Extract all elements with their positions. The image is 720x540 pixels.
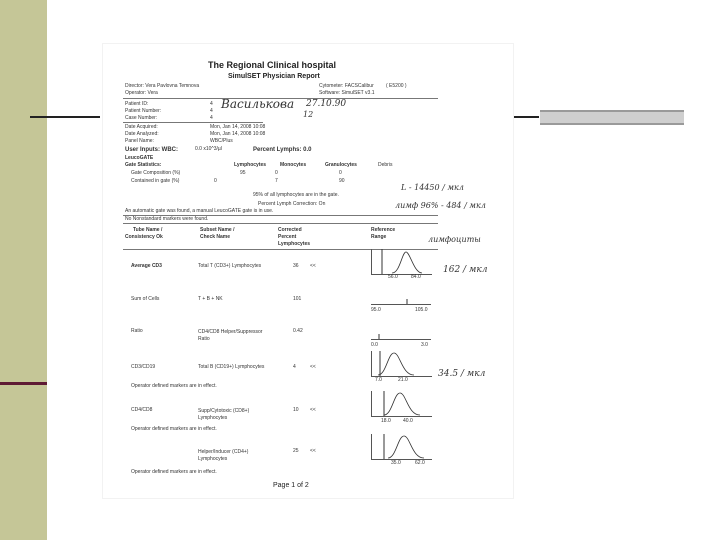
row-subset-name: Total B (CD19+) Lymphocytes <box>198 364 265 370</box>
row-tube-name: CD3/CD19 <box>131 364 156 370</box>
range-high: 3.0 <box>421 342 428 348</box>
range-high: 62.0 <box>415 460 425 466</box>
handwritten-note-header: лимфоциты <box>428 235 481 244</box>
histogram-curve <box>372 351 432 376</box>
histogram-curve <box>372 391 432 416</box>
row-flag: << <box>310 448 316 454</box>
case-number-value: 4 <box>210 115 213 121</box>
operator-line: Operator: Vera <box>125 90 158 96</box>
divider <box>123 122 263 123</box>
divider <box>123 223 438 224</box>
auto-gate-note: An automatic gate was found, a manual LeucoGATE gate is in use. <box>125 208 274 214</box>
row-value: 101 <box>293 296 302 302</box>
lymph-correction-note: Percent Lymph Correction: On <box>258 201 326 207</box>
contained-mono: 7 <box>275 178 278 184</box>
col-granulocytes: Granulocytes <box>325 162 357 168</box>
reference-range-axis <box>371 334 431 340</box>
row-subset-name: CD4/CD8 Helper/Suppressor Ratio <box>198 329 263 342</box>
contained-in-gate-label: Contained in gate (%) <box>131 178 180 184</box>
handwritten-patient-misc: 12 <box>303 110 314 119</box>
reference-range-histogram <box>371 249 432 275</box>
user-inputs-label: User Inputs: WBC: <box>125 147 178 153</box>
patient-number-value: 4 <box>210 108 213 114</box>
header-consistency: Consistency Ok <box>125 234 163 240</box>
row-value: 4 <box>293 364 296 370</box>
col-monocytes: Monocytes <box>280 162 307 168</box>
contained-lymph: 0 <box>214 178 217 184</box>
handwritten-patient-name: Василькова <box>221 97 295 111</box>
gate-comp-mono: 0 <box>275 170 278 176</box>
header-tube-name: Tube Name / <box>133 227 163 233</box>
handwritten-note-cd19: 34.5 / мкл <box>438 369 486 379</box>
range-low: 0.0 <box>371 342 378 348</box>
row-value: 0.42 <box>293 328 303 334</box>
row-value: 25 <box>293 448 299 454</box>
col-lymphocytes: Lymphocytes <box>234 162 267 168</box>
row-flag: << <box>310 364 316 370</box>
row-tube-name: Sum of Cells <box>131 296 160 302</box>
gate-composition-label: Gate Composition (%) <box>131 170 181 176</box>
reference-range-histogram <box>371 391 432 417</box>
reference-range-histogram <box>371 434 432 460</box>
row-tube-name: CD4/CD8 <box>131 407 153 413</box>
handwritten-patient-date: 27.10.90 <box>306 99 347 109</box>
handwritten-note-lymph: лимф 96% - 484 / мкл <box>395 201 486 210</box>
gate-statistics-heading: Gate Statistics: <box>125 162 162 168</box>
row-value: 10 <box>293 407 299 413</box>
leucogate-heading: LeucoGATE <box>125 155 154 161</box>
patient-id-value: 4 <box>210 101 213 107</box>
header-range: Range <box>371 234 387 240</box>
lymph-in-gate-note: 95% of all lymphocytes are in the gate. <box>253 192 339 198</box>
row-flag: << <box>310 407 316 413</box>
report-subtitle: SimulSET Physician Report <box>228 73 320 80</box>
panel-name-value: WBC/Plus <box>210 138 233 144</box>
range-low: 18.0 <box>381 418 391 424</box>
handwritten-note-cd3: 162 / мкл <box>443 265 488 275</box>
reference-range-axis <box>371 299 431 305</box>
header-check-name: Check Name <box>200 234 231 240</box>
patient-id-label: Patient ID: <box>125 101 149 107</box>
software-line: Software: SimulSET v3.1 <box>319 90 375 96</box>
header-subset-name: Subset Name / <box>200 227 235 233</box>
gate-comp-lymph: 95 <box>240 170 246 176</box>
panel-name-label: Panel Name: <box>125 138 154 144</box>
cytometer-id: ( E5200 ) <box>386 83 407 89</box>
histogram-curve <box>372 434 432 459</box>
range-low: 7.0 <box>375 377 382 383</box>
operator-defined-note: Operator defined markers are in effect. <box>131 426 217 432</box>
range-low: 56.0 <box>388 274 398 280</box>
date-analyzed-value: Mon, Jan 14, 2008 10:08 <box>210 131 266 137</box>
range-high: 40.0 <box>403 418 413 424</box>
row-subset-name: T + B + NK <box>198 296 223 302</box>
row-flag: << <box>310 263 316 269</box>
range-low: 35.0 <box>391 460 401 466</box>
decorative-line-right <box>512 116 539 118</box>
col-debris: Debris <box>378 162 393 168</box>
patient-number-label: Patient Number: <box>125 108 162 114</box>
range-tick <box>371 334 431 339</box>
case-number-label: Case Number: <box>125 115 158 121</box>
header-percent: Percent <box>278 234 297 240</box>
row-tube-name: Ratio <box>131 328 143 334</box>
range-low: 95.0 <box>371 307 381 313</box>
header-lymphocytes: Lymphocytes <box>278 241 311 247</box>
range-high: 105.0 <box>415 307 428 313</box>
director-line: Director: Vera Pavlovna Temnova <box>125 83 200 89</box>
histogram-curve <box>372 249 432 274</box>
handwritten-note-wbc: L - 14450 / мкл <box>401 183 464 192</box>
reference-range-histogram <box>371 351 432 377</box>
date-acquired-label: Date Acquired: <box>125 124 158 130</box>
header-reference: Reference <box>371 227 396 233</box>
row-tube-name: Average CD3 <box>131 263 162 269</box>
cytometer-line: Cytometer: FACSCalibur <box>319 83 374 89</box>
header-corrected: Corrected <box>278 227 302 233</box>
date-acquired-value: Mon, Jan 14, 2008 10:08 <box>210 124 266 130</box>
row-subset-name: Total T (CD3+) Lymphocytes <box>198 263 262 269</box>
row-subset-name: Helper/Inducer (CD4+) Lymphocytes <box>198 449 249 462</box>
wbc-value: 0.0 x10^3/µl <box>195 146 222 152</box>
report-title: The Regional Clinical hospital <box>208 60 337 70</box>
row-subset-name: Supp/Cytotoxic (CD8+) Lymphocytes <box>198 408 250 421</box>
operator-defined-note: Operator defined markers are in effect. <box>131 383 217 389</box>
range-high: 21.0 <box>398 377 408 383</box>
date-analyzed-label: Date Analyzed: <box>125 131 159 137</box>
sidebar-panel <box>0 0 47 540</box>
page-footer: Page 1 of 2 <box>273 482 309 489</box>
row-value: 36 <box>293 263 299 269</box>
gate-comp-gran: 0 <box>339 170 342 176</box>
decorative-line-left <box>30 116 100 118</box>
sidebar-accent-line <box>0 382 47 385</box>
decorative-bar-right <box>540 110 684 125</box>
range-high: 84.0 <box>411 274 421 280</box>
percent-lymphs: Percent Lymphs: 0.0 <box>253 147 312 153</box>
operator-defined-note: Operator defined markers are in effect. <box>131 469 217 475</box>
scanned-report-page <box>103 44 513 498</box>
range-tick <box>371 299 431 304</box>
nonstandard-note: No Nonstandard markers were found. <box>125 216 209 222</box>
contained-gran: 90 <box>339 178 345 184</box>
